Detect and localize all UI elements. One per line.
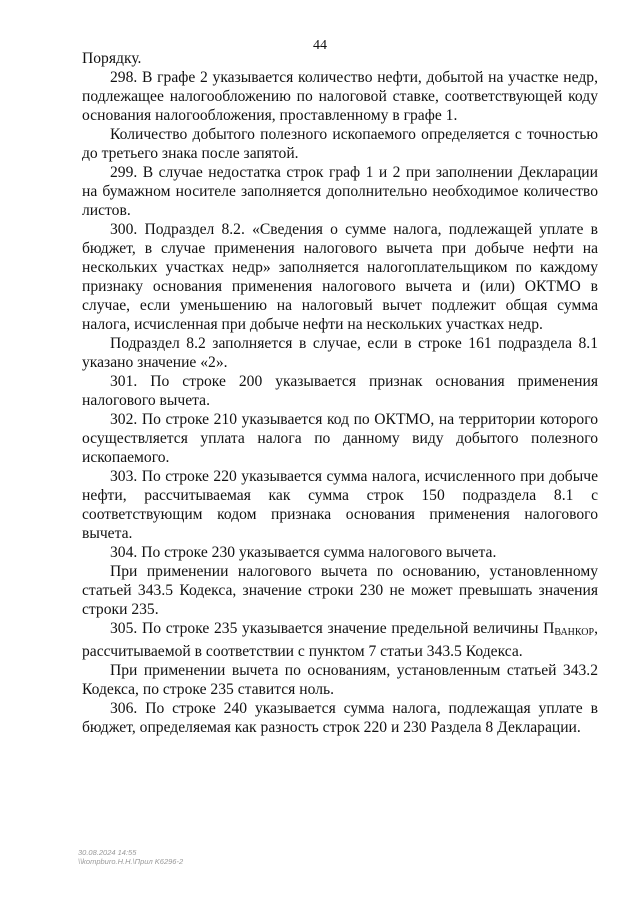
paragraph-304: 304. По строке 230 указывается сумма налогового вычета.: [110, 544, 497, 561]
paragraph-304-limit: При применении налогового вычета по основанию, установленному статьей 343.5 Кодекса, значение строки 230 не может превышать значения строки 235.: [82, 563, 598, 618]
page-number: 44: [313, 38, 327, 53]
document-body: [82, 49, 598, 737]
paragraph-306: 306. По строке 240 указывается сумма налога, подлежащая уплате в бюджет, определяемая как разность строк 220 и 230 Раздела 8 Декларации.: [82, 700, 598, 736]
paragraph-301: 301. По строке 200 указывается признак основания применения налогового вычета.: [82, 373, 598, 409]
footer-path: \\kompburo.H.H.\Прил K6296-2: [78, 857, 184, 866]
footer-stamp: [78, 848, 183, 866]
paragraph-300-condition: Подраздел 8.2 заполняется в случае, если в строке 161 подраздела 8.1 указано значение «2».: [82, 335, 598, 371]
paragraph-303: 303. По строке 220 указывается сумма налога, исчисленного при добыче нефти, рассчитываемая как сумма строк 150 подраздела 8.1 с соответствующим кодом признака основания применения налогового вычета.: [82, 468, 598, 542]
paragraph-298: 298. В графе 2 указывается количество нефти, добытой на участке недр, подлежащее налогообложению по налоговой ставке, соответствующей коду основания налогообложения, проставленному в графе 1.: [82, 69, 598, 124]
paragraph-302: 302. По строке 210 указывается код по ОКТМО, на территории которого осуществляется уплата налога по данному виду добытого полезного ископаемого.: [82, 411, 598, 466]
paragraph-305-zero: При применении вычета по основаниям, установленным статьей 343.2 Кодекса, по строке 235 ставится ноль.: [82, 662, 598, 698]
paragraph-305: [82, 619, 598, 661]
paragraph-305-after: , рассчитываемой в соответствии с пунктом 7 статьи 343.5 Кодекса.: [82, 620, 598, 660]
paragraph-299: 299. В случае недостатка строк граф 1 и 2 при заполнении Декларации на бумажном носителе заполняется дополнительно необходимое количество листов.: [82, 164, 598, 219]
paragraph-300: 300. Подраздел 8.2. «Сведения о сумме налога, подлежащей уплате в бюджет, в случае применения налогового вычета при добыче нефти на нескольких участках недр» заполняется налогоплательщиком по каждому признаку основания применения налогового вычета и (или) ОКТМО в случае, если уменьшению на налоговый вычет подлежит общая сумма налога, исчисленная при добыче нефти на нескольких участках недр.: [82, 221, 598, 333]
paragraph-305-subscript: ВАНКОР: [554, 627, 595, 638]
paragraph-298-precision: Количество добытого полезного ископаемого определяется с точностью до третьего знака после запятой.: [82, 126, 598, 162]
paragraph-continuation: Порядку.: [82, 50, 142, 67]
footer-date: 30.08.2024 14:55: [78, 848, 137, 857]
paragraph-305-before: 305. По строке 235 указывается значение предельной величины П: [110, 620, 555, 637]
